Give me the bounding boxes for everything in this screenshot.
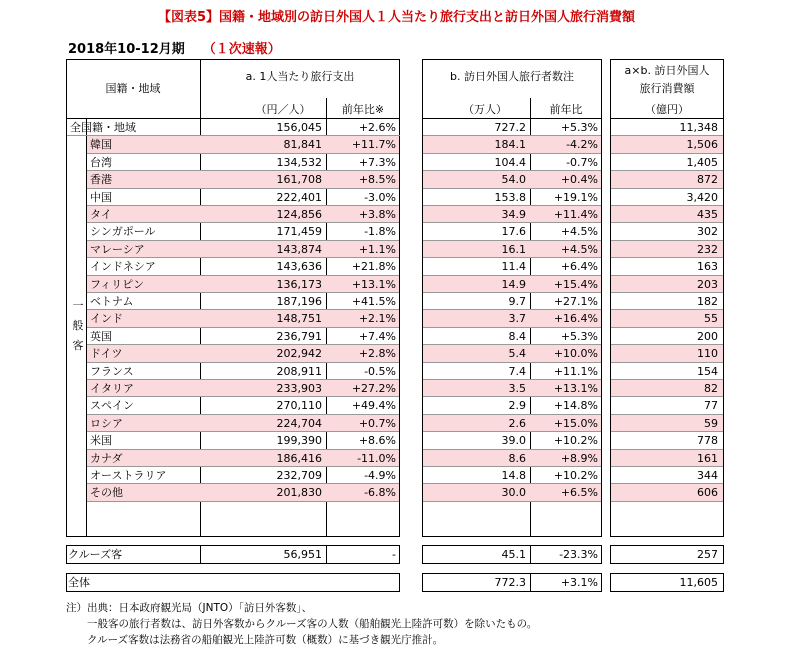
row-total: 154 xyxy=(697,364,718,378)
row-total: 200 xyxy=(697,329,718,343)
row-visitors: 8.6 xyxy=(508,451,526,465)
cruise-total: 257 xyxy=(697,548,718,561)
row-spend: 224,704 xyxy=(276,416,322,430)
row-visitors: 54.0 xyxy=(501,173,526,187)
row-visitors-yoy: +6.5% xyxy=(560,486,598,500)
row-total: 161 xyxy=(697,451,718,465)
header-b-yoy: 前年比 xyxy=(549,103,583,116)
row-visitors-yoy: +5.3% xyxy=(560,329,598,343)
period-label xyxy=(68,38,281,57)
row-total: 82 xyxy=(704,382,718,395)
row-visitors: 14.8 xyxy=(501,469,526,482)
row-visitors: 16.1 xyxy=(501,242,526,256)
row-spend-yoy: +27.2% xyxy=(351,382,396,395)
row-visitors-yoy: -4.2% xyxy=(566,138,598,152)
row-visitors: 2.9 xyxy=(508,399,526,413)
cruise-spend: 56,951 xyxy=(283,548,322,561)
note-line-1: 注）出典：日本政府観光局（JNTO）「訪日外客数」、 xyxy=(66,602,313,614)
row-total: 1,506 xyxy=(686,138,718,152)
row-visitors: 8.4 xyxy=(508,329,526,343)
row-spend: 136,173 xyxy=(276,277,322,291)
row-visitors: 17.6 xyxy=(501,225,526,239)
period-note: （１次速報） xyxy=(202,42,281,57)
row-visitors: 727.2 xyxy=(494,121,526,134)
row-total: 77 xyxy=(704,399,718,413)
cruise-spend-yoy: - xyxy=(392,548,396,561)
row-total: 163 xyxy=(697,260,718,274)
row-spend: 143,636 xyxy=(276,260,322,274)
row-spend: 148,751 xyxy=(276,312,322,326)
row-name: インドネシア xyxy=(90,260,156,274)
row-visitors: 9.7 xyxy=(508,295,526,308)
row-visitors: 14.9 xyxy=(501,277,526,291)
overall-name: 全体 xyxy=(68,576,90,589)
header-b-unit: （万人） xyxy=(463,103,507,116)
row-visitors: 2.6 xyxy=(508,416,526,430)
general-label-3: 客 xyxy=(72,339,84,352)
row-name: 台湾 xyxy=(90,155,112,169)
row-spend-yoy: +41.5% xyxy=(351,295,396,308)
general-label-2: 般 xyxy=(72,319,84,332)
row-total: 435 xyxy=(697,208,718,221)
row-spend-yoy: +49.4% xyxy=(351,399,396,413)
row-name: タイ xyxy=(90,208,112,221)
header-c-title-1: a×b. 訪日外国人 xyxy=(624,64,710,77)
header-c-unit: （億円） xyxy=(645,103,689,116)
row-total: 778 xyxy=(697,434,718,448)
row-name: インド xyxy=(90,312,123,326)
row-spend-yoy: +7.3% xyxy=(358,155,396,169)
row-total: 606 xyxy=(697,486,718,500)
row-spend-yoy: +1.1% xyxy=(358,242,396,256)
row-spend: 134,532 xyxy=(276,155,322,169)
row-visitors-yoy: +15.0% xyxy=(553,416,598,430)
row-spend-yoy: +0.7% xyxy=(358,416,396,430)
row-visitors: 3.7 xyxy=(508,312,526,326)
row-spend-yoy: -6.8% xyxy=(364,486,396,500)
row-visitors: 3.5 xyxy=(508,382,526,395)
row-visitors-yoy: +15.4% xyxy=(553,277,598,291)
row-spend: 124,856 xyxy=(276,208,322,221)
overall-spend-box xyxy=(66,573,400,592)
row-total: 1,405 xyxy=(686,155,718,169)
note-line-2: 一般客の旅行者数は、訪日外客数からクルーズ客の人数（船舶観光上陸許可数）を除いたもの。 xyxy=(66,618,538,630)
row-visitors-yoy: -0.7% xyxy=(566,155,598,169)
row-spend-yoy: -3.0% xyxy=(364,190,396,204)
row-spend-yoy: -0.5% xyxy=(364,364,396,378)
row-total: 872 xyxy=(697,173,718,187)
row-spend: 143,874 xyxy=(276,242,322,256)
row-visitors-yoy: +6.4% xyxy=(560,260,598,274)
header-region: 国籍・地域 xyxy=(105,82,161,95)
row-spend: 187,196 xyxy=(276,295,322,308)
row-visitors: 184.1 xyxy=(494,138,526,152)
row-visitors-yoy: +10.2% xyxy=(553,434,598,448)
header-c-title-2: 旅行消費額 xyxy=(639,82,695,95)
header-a-yoy: 前年比※ xyxy=(341,103,385,116)
row-spend-yoy: +2.1% xyxy=(358,312,396,326)
row-spend: 199,390 xyxy=(276,434,322,448)
row-name: 英国 xyxy=(90,329,112,343)
row-spend-yoy: -11.0% xyxy=(357,451,396,465)
row-visitors-yoy: +0.4% xyxy=(560,173,598,187)
row-visitors-yoy: +11.1% xyxy=(553,364,598,378)
overall-visitors-yoy: +3.1% xyxy=(560,576,598,589)
row-spend-yoy: -1.8% xyxy=(364,225,396,239)
row-visitors: 104.4 xyxy=(494,155,526,169)
row-spend-yoy: +13.1% xyxy=(351,277,396,291)
row-name: カナダ xyxy=(90,451,123,465)
row-spend: 236,791 xyxy=(276,329,322,343)
row-total: 110 xyxy=(697,347,718,361)
row-total: 3,420 xyxy=(686,190,718,204)
row-total: 182 xyxy=(697,295,718,308)
row-spend-yoy: +2.8% xyxy=(358,347,396,361)
row-visitors-yoy: +5.3% xyxy=(560,121,598,134)
row-spend: 201,830 xyxy=(276,486,322,500)
row-visitors-yoy: +4.5% xyxy=(560,242,598,256)
row-name: イタリア xyxy=(90,382,134,395)
row-spend-yoy: +3.8% xyxy=(358,208,396,221)
row-total: 302 xyxy=(697,225,718,239)
row-visitors: 7.4 xyxy=(508,364,526,378)
row-total: 203 xyxy=(697,277,718,291)
row-name: オーストラリア xyxy=(90,469,167,482)
cruise-visitors: 45.1 xyxy=(501,548,526,561)
row-name: スペイン xyxy=(90,399,134,413)
row-name: マレーシア xyxy=(90,242,145,256)
row-spend: 202,942 xyxy=(276,347,322,361)
general-label-1: 一 xyxy=(72,299,84,312)
row-visitors: 153.8 xyxy=(494,190,526,204)
cruise-visitors-yoy: -23.3% xyxy=(559,548,598,561)
row-total: 59 xyxy=(704,416,718,430)
row-spend: 81,841 xyxy=(283,138,322,152)
note-line-3: クルーズ客数は法務省の船舶観光上陸許可数（概数）に基づき観光庁推計。 xyxy=(66,634,444,646)
row-visitors-yoy: +27.1% xyxy=(553,295,598,308)
row-spend-yoy: +21.8% xyxy=(351,260,396,274)
row-spend-yoy: +8.5% xyxy=(358,173,396,187)
row-visitors-yoy: +19.1% xyxy=(553,190,598,204)
row-name: 香港 xyxy=(90,173,112,187)
overall-visitors: 772.3 xyxy=(494,576,526,589)
row-name: シンガポール xyxy=(90,225,156,239)
row-visitors-yoy: +10.2% xyxy=(553,469,598,482)
report-title: 【図表5】国籍・地域別の訪日外国人１人当たり旅行支出と訪日外国人旅行消費額 xyxy=(157,10,636,25)
row-visitors-yoy: +11.4% xyxy=(553,208,598,221)
row-spend-yoy: +8.6% xyxy=(358,434,396,448)
row-name: その他 xyxy=(90,486,123,500)
header-a-unit: （円／人） xyxy=(255,103,311,116)
row-name: ロシア xyxy=(90,416,123,430)
row-spend: 232,709 xyxy=(276,469,322,482)
row-total: 344 xyxy=(697,469,718,482)
row-name: ドイツ xyxy=(90,347,123,361)
header-b-title: b. 訪日外国人旅行者数注 xyxy=(450,70,574,83)
row-visitors: 11.4 xyxy=(501,260,526,274)
row-spend: 270,110 xyxy=(276,399,322,413)
row-visitors-yoy: +13.1% xyxy=(553,382,598,395)
row-spend: 186,416 xyxy=(276,451,322,465)
row-spend-yoy: -4.9% xyxy=(364,469,396,482)
row-spend: 161,708 xyxy=(276,173,322,187)
row-visitors-yoy: +10.0% xyxy=(553,347,598,361)
period-text: 2018年10-12月期 xyxy=(68,42,185,57)
row-visitors: 39.0 xyxy=(501,434,526,448)
row-spend: 233,903 xyxy=(276,382,322,395)
row-visitors-yoy: +4.5% xyxy=(560,225,598,239)
row-name: フィリピン xyxy=(90,277,145,291)
row-spend-yoy: +7.4% xyxy=(358,329,396,343)
row-visitors: 5.4 xyxy=(508,347,526,361)
row-spend: 156,045 xyxy=(276,121,322,134)
row-visitors-yoy: +14.8% xyxy=(553,399,598,413)
row-visitors-yoy: +8.9% xyxy=(560,451,598,465)
row-spend: 222,401 xyxy=(276,190,322,204)
row-spend-yoy: +2.6% xyxy=(358,121,396,134)
row-name: 韓国 xyxy=(90,138,112,152)
row-total: 55 xyxy=(704,312,718,326)
row-name: フランス xyxy=(90,364,134,378)
row-spend: 171,459 xyxy=(276,225,322,239)
row-name: 中国 xyxy=(90,190,112,204)
cruise-name: クルーズ客 xyxy=(68,548,123,561)
row-name: ベトナム xyxy=(90,295,134,308)
row-visitors-yoy: +16.4% xyxy=(553,312,598,326)
row-spend: 208,911 xyxy=(276,364,322,378)
overall-total: 11,605 xyxy=(679,576,718,589)
header-a-title: a. 1人当たり旅行支出 xyxy=(245,70,355,83)
row-visitors: 34.9 xyxy=(501,208,526,221)
row-name: 全国籍・地域 xyxy=(70,121,136,134)
row-spend-yoy: +11.7% xyxy=(351,138,396,152)
row-visitors: 30.0 xyxy=(501,486,526,500)
row-total: 232 xyxy=(697,242,718,256)
row-name: 米国 xyxy=(90,434,112,448)
row-total: 11,348 xyxy=(679,121,718,134)
